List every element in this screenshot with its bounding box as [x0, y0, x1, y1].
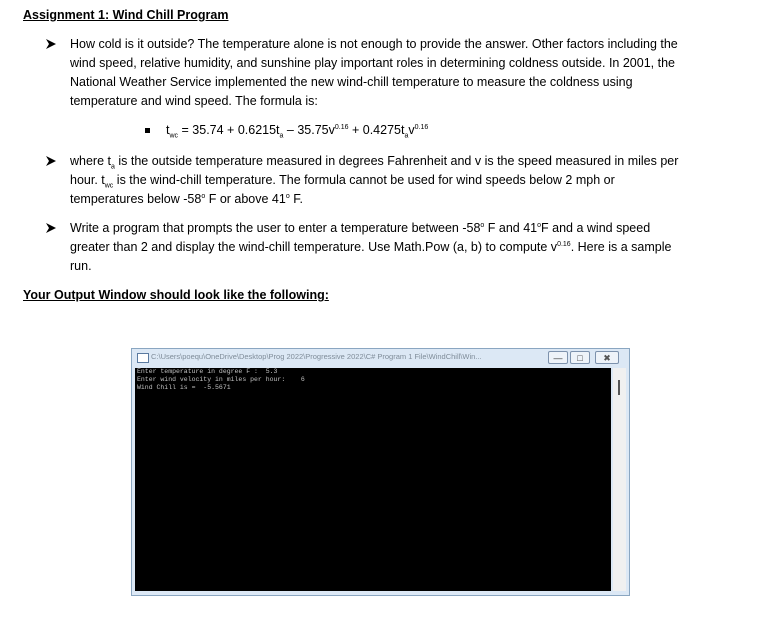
console-titlebar[interactable] [132, 349, 629, 366]
wind-chill-formula: $t_{wc} = 35.74 + 0.6215t_a - 35.75v^{0.16} + 0.4275t_av^{0.16}$ [145, 123, 428, 137]
close-icon: ✖ [603, 353, 611, 363]
console-app-icon [137, 353, 149, 363]
console-line: Wind Chill is = -5.5671 [137, 384, 231, 391]
maximize-button[interactable] [570, 351, 590, 364]
console-window [131, 348, 630, 596]
task-paragraph: Write a program that prompts the user to enter a temperature between -58$^o$ F and 41$^o$F and a wind speed greater than 2 and display the wind-chill temperature. Use Math.Pow (a, b) to compute $v^{0.16}$. Here is a sample run. [70, 221, 672, 273]
definitions-paragraph: where $t_a$ is the outside temperature measured in degrees Fahrenheit and v is the speed measured in miles per hour. $t_{wc}$ is the wind-chill temperature. The formula cannot be used for wind speeds below 2 mph or temperatures below -58$^o$ F or above 41$^o$ F. [70, 154, 679, 206]
console-line: Enter temperature in degree F : 5.3 [137, 368, 278, 375]
console-title: C:\Users\poequ\OneDrive\Desktop\Prog 2022\Progressive 2022\C# Program 1 File\WindChill\Win... [151, 352, 482, 361]
output-heading: Your Output Window should look like the following: [23, 288, 329, 302]
console-scrollbar[interactable] [613, 368, 626, 591]
minimize-icon: — [553, 353, 563, 363]
intro-paragraph: How cold is it outside? The temperature alone is not enough to provide the answer. Other factors including the wind speed, relative humidity, and sunshine play important roles in determining coldness outside. In 2001, the National Weather Service implemented the new wind-chill temperature to measure the coldness using temperature and wind speed. The formula is: [70, 37, 678, 108]
close-button[interactable] [595, 351, 619, 364]
arrow-bullet-icon [45, 222, 57, 234]
arrow-bullet-icon [45, 155, 57, 167]
page-title: Assignment 1: Wind Chill Program [23, 8, 229, 22]
scrollbar-thumb[interactable] [618, 380, 620, 395]
console-line: Enter wind velocity in miles per hour: 6 [137, 376, 305, 383]
console-output[interactable] [135, 368, 611, 591]
arrow-bullet-icon [45, 38, 57, 50]
minimize-button[interactable] [548, 351, 568, 364]
square-bullet-icon [145, 128, 150, 133]
maximize-icon: □ [577, 353, 583, 363]
